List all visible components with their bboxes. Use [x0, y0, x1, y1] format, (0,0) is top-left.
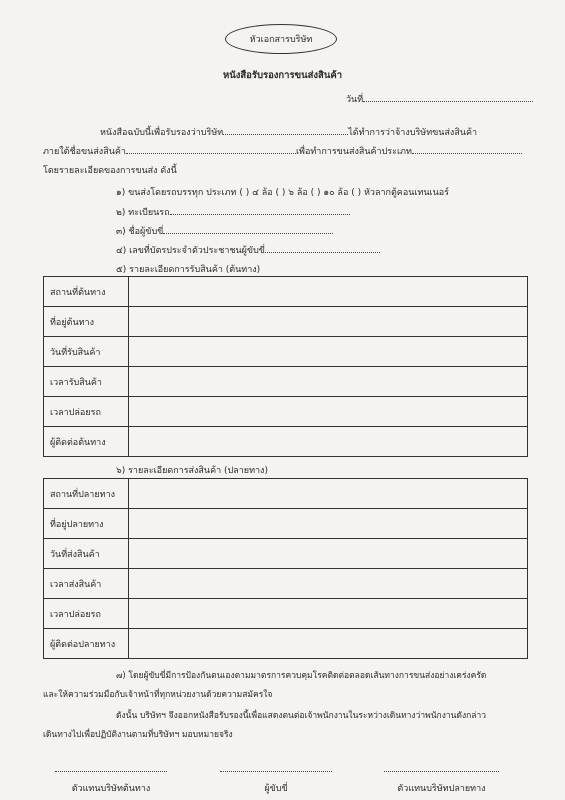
- table-row: [44, 509, 528, 539]
- document-title: หนังสือรับรองการขนส่งสินค้า: [222, 70, 343, 81]
- destination-signature-label: ตัวแทนบริษัทปลายทาง: [397, 784, 486, 794]
- row-label: สถานที่ต้นทาง: [44, 277, 129, 307]
- date-line: [346, 92, 533, 106]
- driver-name-label: ๓) ชื่อผู้ขับขี่: [116, 227, 164, 237]
- row-label: เวลารับสินค้า: [44, 367, 129, 397]
- row-label: ผู้ติดต่อปลายทาง: [44, 629, 129, 659]
- driver-name-field[interactable]: [163, 224, 333, 234]
- intro-line-2: [43, 144, 522, 158]
- row-label: สถานที่ปลายทาง: [44, 479, 129, 509]
- row-label: ผู้ติดต่อต้นทาง: [44, 427, 129, 457]
- intro-hire-text: ได้ทำการว่าจ้างบริษัทขนส่งสินค้า: [348, 128, 478, 138]
- table-row: [44, 337, 528, 367]
- destination-place-cell[interactable]: [129, 479, 528, 509]
- pickup-details-table: [43, 276, 528, 457]
- delivery-details-table: [43, 478, 528, 659]
- driver-signature-line[interactable]: [220, 771, 332, 772]
- origin-place-cell[interactable]: [129, 277, 528, 307]
- driver-name-item: [116, 224, 333, 238]
- pickup-date-cell[interactable]: [129, 337, 528, 367]
- table-row: [44, 539, 528, 569]
- row-label: เวลาปล่อยรถ: [44, 599, 129, 629]
- table-row: [44, 277, 528, 307]
- table-row: [44, 427, 528, 457]
- origin-signature-label: ตัวแทนบริษัทต้นทาง: [71, 784, 151, 794]
- letterhead-placeholder: [225, 24, 337, 54]
- hygiene-statement-line-1: ๗) โดยผู้ขับขี่มีการป้องกันตนเองตามมาตรการควบคุมโรคติดต่อตลอดเส้นทางการขนส่งอย่างเคร่งครัด: [116, 671, 487, 681]
- origin-signature-line[interactable]: [55, 771, 167, 772]
- driver-id-field[interactable]: [265, 243, 380, 253]
- driver-id-item: [116, 243, 380, 257]
- table-row: [44, 569, 528, 599]
- table-row: [44, 599, 528, 629]
- origin-contact-cell[interactable]: [129, 427, 528, 457]
- intro-line-3: โดยรายละเอียดของการขนส่ง ดังนี้: [43, 166, 177, 176]
- table-row: [44, 367, 528, 397]
- pickup-release-time-cell[interactable]: [129, 397, 528, 427]
- row-label: วันที่รับสินค้า: [44, 337, 129, 367]
- date-field[interactable]: [363, 92, 533, 102]
- hiring-company-field[interactable]: [223, 125, 348, 135]
- driver-signature-label: ผู้ขับขี่: [264, 784, 288, 794]
- letterhead-label: หัวเอกสารบริษัท: [249, 35, 313, 45]
- license-plate-label: ๒) ทะเบียนรถ: [116, 208, 170, 218]
- origin-address-cell[interactable]: [129, 307, 528, 337]
- destination-contact-cell[interactable]: [129, 629, 528, 659]
- driver-id-label: ๔) เลขที่บัตรประจำตัวประชาชนผู้ขับขี่: [116, 246, 265, 256]
- pickup-details-heading: ๕) รายละเอียดการรับสินค้า (ต้นทาง): [116, 265, 261, 275]
- intro-company-label: หนังสือฉบับนี้เพื่อรับรองว่าบริษัท: [100, 128, 224, 138]
- table-row: [44, 307, 528, 337]
- carrier-name-label: ภายใต้ชื่อขนส่งสินค้า: [43, 147, 126, 157]
- delivery-details-heading: ๖) รายละเอียดการส่งสินค้า (ปลายทาง): [116, 466, 268, 476]
- table-row: [44, 479, 528, 509]
- row-label: ที่อยู่ปลายทาง: [44, 509, 129, 539]
- truck-type-item: ๑) ขนส่งโดยรถบรรทุก ประเภท ( ) ๔ ล้อ ( ) ๖ ล้อ ( ) ๑๐ ล้อ ( ) หัวลากตู้คอนเทนเนอร์: [116, 188, 450, 198]
- destination-signature-line[interactable]: [384, 771, 499, 772]
- table-row: [44, 629, 528, 659]
- table-row: [44, 397, 528, 427]
- row-label: เวลาส่งสินค้า: [44, 569, 129, 599]
- pickup-time-cell[interactable]: [129, 367, 528, 397]
- hygiene-statement-line-2: และให้ความร่วมมือกับเจ้าหน้าที่ทุกหน่วยงานด้วยความสมัครใจ: [43, 690, 273, 700]
- carrier-name-field[interactable]: [126, 144, 296, 154]
- certification-line-1: ดังนั้น บริษัทฯ จึงออกหนังสือรับรองนี้เพื่อแสดงตนต่อเจ้าพนักงานในระหว่างเดินทางว่าพนักงานดังกล่าว: [116, 711, 486, 721]
- delivery-time-cell[interactable]: [129, 569, 528, 599]
- intro-line-1: [100, 125, 477, 139]
- delivery-release-time-cell[interactable]: [129, 599, 528, 629]
- license-plate-item: [116, 205, 350, 219]
- row-label: วันที่ส่งสินค้า: [44, 539, 129, 569]
- row-label: เวลาปล่อยรถ: [44, 397, 129, 427]
- row-label: ที่อยู่ต้นทาง: [44, 307, 129, 337]
- date-label: วันที่: [346, 95, 364, 105]
- goods-type-label: เพื่อทำการขนส่งสินค้าประเภท: [295, 147, 412, 157]
- destination-address-cell[interactable]: [129, 509, 528, 539]
- delivery-date-cell[interactable]: [129, 539, 528, 569]
- certification-line-2: เดินทางไปเพื่อปฏิบัติงานตามที่บริษัทฯ มอบหมายจริง: [43, 730, 233, 740]
- license-plate-field[interactable]: [170, 205, 350, 215]
- goods-type-field[interactable]: [412, 144, 522, 154]
